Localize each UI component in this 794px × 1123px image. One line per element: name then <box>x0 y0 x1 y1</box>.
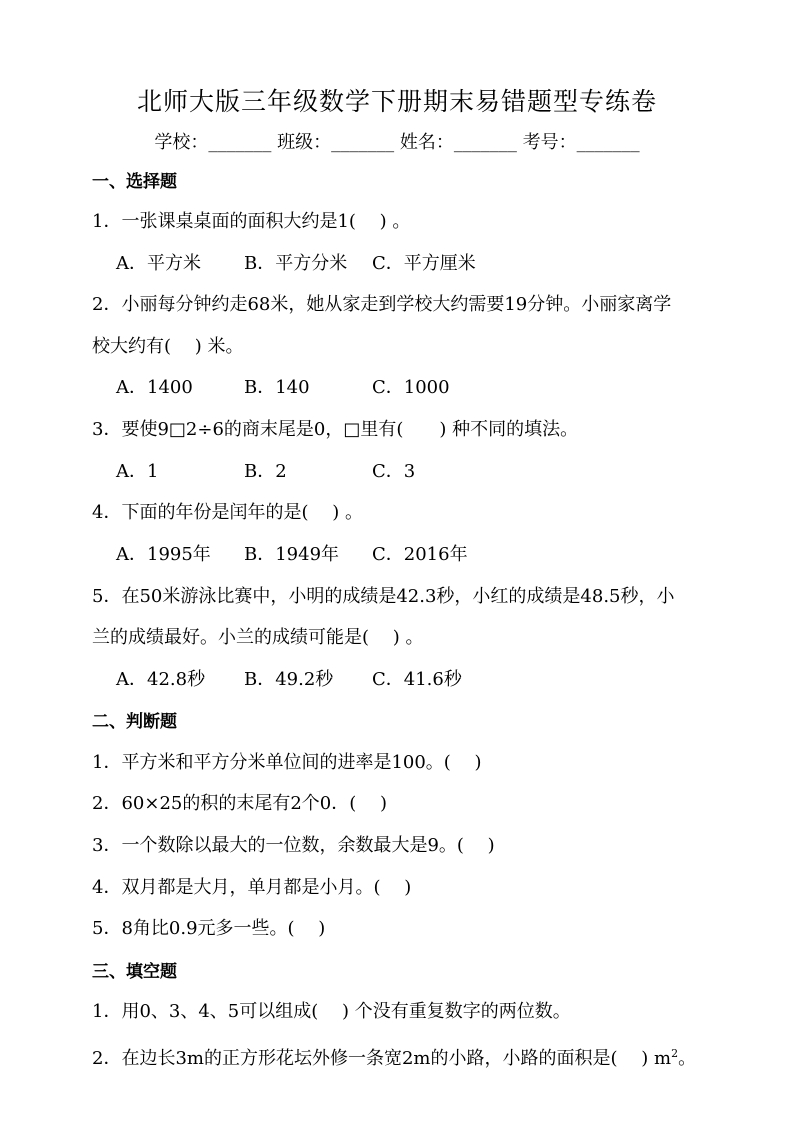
page-title: 北师大版三年级数学下册期末易错题型专练卷 <box>136 87 657 116</box>
fill-q2-text: 2．在边长3m的正方形花坛外修一条宽2m的小路，小路的面积是( ) m <box>92 1048 672 1069</box>
choice-q4-option-c: C．2016年 <box>372 544 468 565</box>
choice-q3-option-b: B．2 <box>244 461 287 482</box>
section-heading-choice: 一、选择题 <box>92 172 177 192</box>
fill-q1: 1．用0、3、4、5可以组成( ) 个没有重复数字的两位数。 <box>92 1001 571 1022</box>
choice-q4-option-a: A．1995年 <box>116 544 211 565</box>
section-heading-fill: 三、填空题 <box>92 962 177 982</box>
judge-q2: 2．60×25的积的末尾有2个0．( ) <box>92 793 388 814</box>
choice-q3-option-c: C．3 <box>372 461 416 482</box>
choice-q1-option-a: A．平方米 <box>116 253 201 274</box>
choice-q3-option-a: A．1 <box>116 461 159 482</box>
fill-q2-superscript: 2 <box>671 1047 679 1060</box>
judge-q4: 4．双月都是大月，单月都是小月。( ) <box>92 877 412 898</box>
choice-q2-option-a: A．1400 <box>116 377 193 398</box>
choice-q5-option-a: A．42.8秒 <box>116 669 206 690</box>
section-heading-judge: 二、判断题 <box>92 712 177 732</box>
choice-q5-line2: 兰的成绩最好。小兰的成绩可能是( ) 。 <box>92 627 424 648</box>
choice-q5-line1: 5．在50米游泳比赛中，小明的成绩是42.3秒，小红的成绩是48.5秒，小 <box>92 586 675 607</box>
choice-q1-option-c: C．平方厘米 <box>372 253 476 274</box>
choice-q3: 3．要使9□2÷6的商末尾是0，□里有( ) 种不同的填法。 <box>92 419 579 440</box>
choice-q4: 4．下面的年份是闰年的是( ) 。 <box>92 502 363 523</box>
judge-q3: 3．一个数除以最大的一位数，余数最大是9。( ) <box>92 835 495 856</box>
judge-q1: 1．平方米和平方分米单位间的进率是100。( ) <box>92 752 482 773</box>
choice-q2-option-c: C．1000 <box>372 377 450 398</box>
choice-q5-option-b: B．49.2秒 <box>244 669 334 690</box>
fill-q2-suffix: 。 <box>678 1048 697 1069</box>
choice-q1-option-b: B．平方分米 <box>244 253 348 274</box>
choice-q4-option-b: B．1949年 <box>244 544 340 565</box>
choice-q1: 1．一张课桌桌面的面积大约是1( ) 。 <box>92 211 411 232</box>
choice-q2-option-b: B．140 <box>244 377 310 398</box>
choice-q2-line2: 校大约有( ) 米。 <box>92 336 244 357</box>
fill-q2 <box>92 1042 696 1071</box>
choice-q2-line1: 2．小丽每分钟约走68米，她从家走到学校大约需要19分钟。小丽家离学 <box>92 294 672 315</box>
student-info-line: 学校：_______ 班级：_______ 姓名：_______ 考号：_______ <box>154 132 640 153</box>
judge-q5: 5．8角比0.9元多一些。( ) <box>92 918 326 939</box>
choice-q5-option-c: C．41.6秒 <box>372 669 462 690</box>
